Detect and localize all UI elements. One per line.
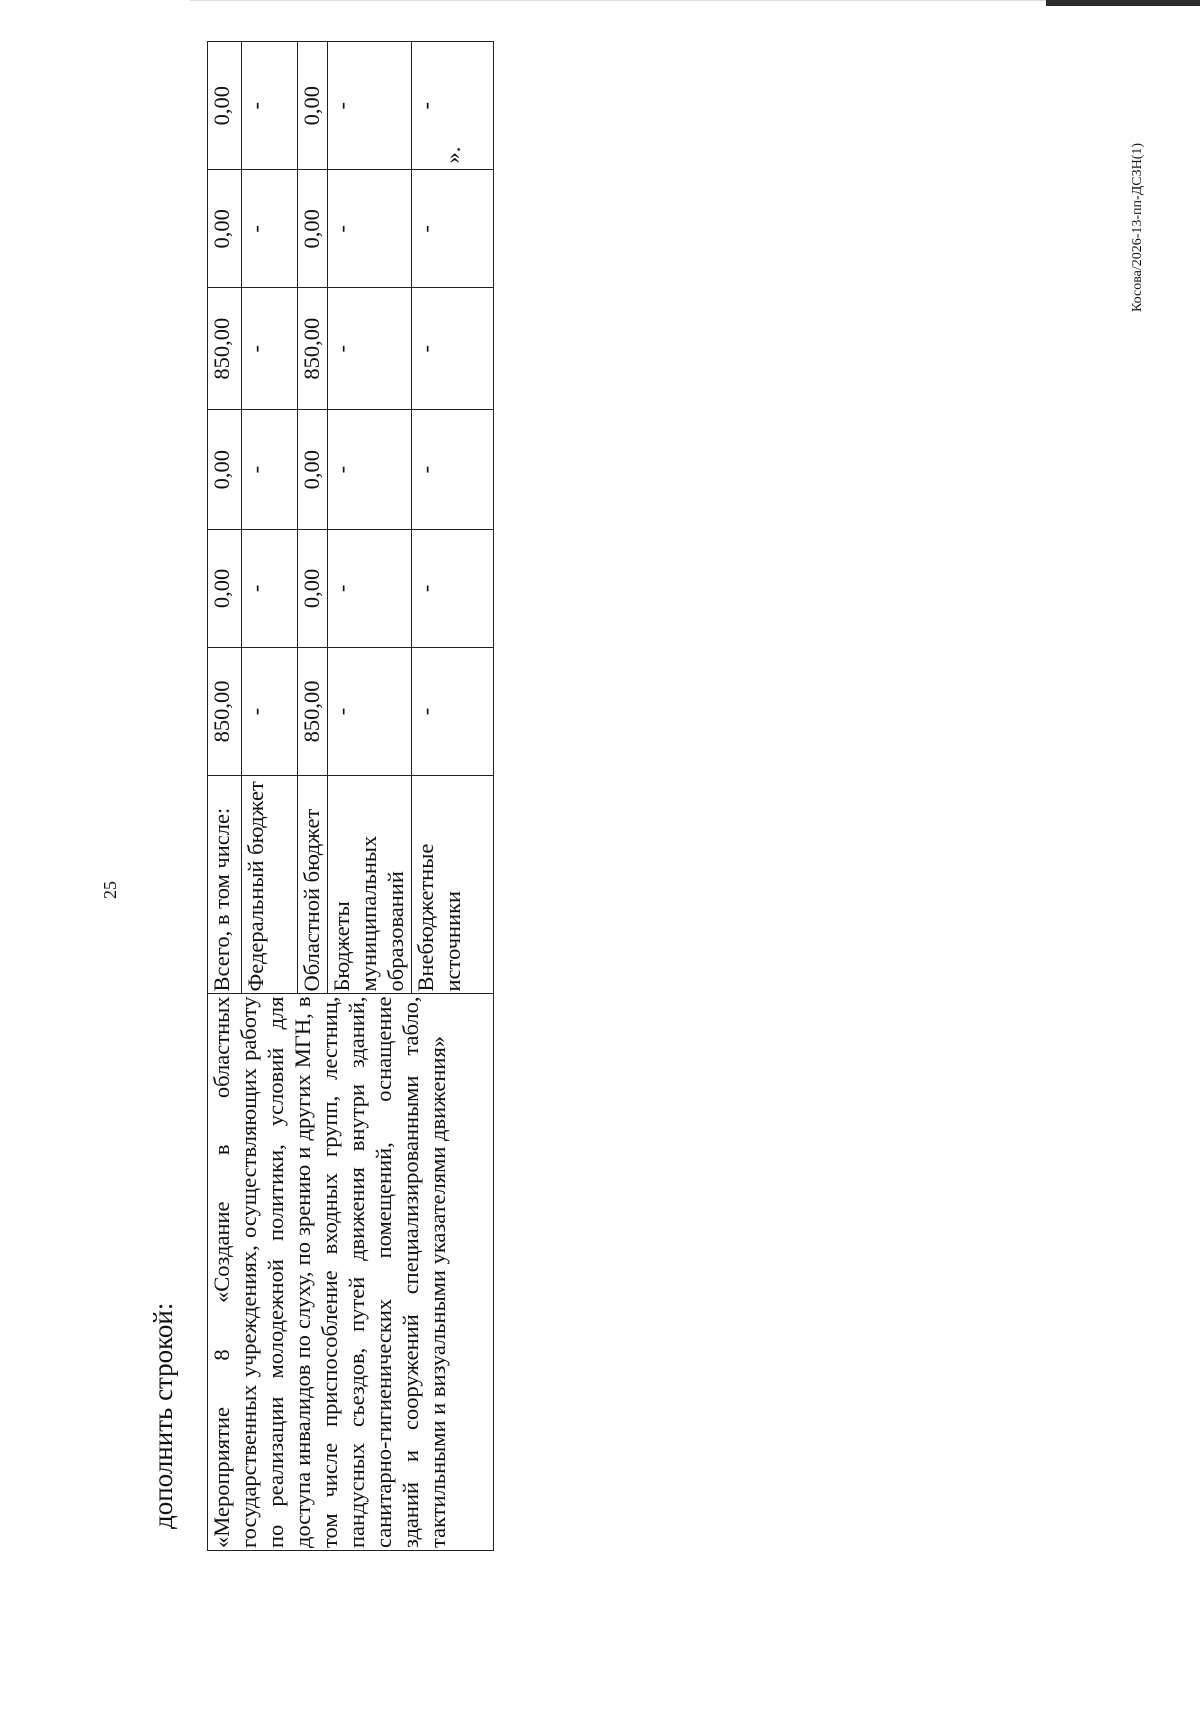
- source-cell: Федеральный бюджет: [242, 776, 298, 994]
- source-cell: Бюджеты муниципальных образований: [328, 776, 412, 994]
- value-cell: -: [242, 410, 298, 530]
- value-cell: 0,00: [298, 42, 328, 170]
- value-cell: -: [242, 42, 298, 170]
- value-cell: -: [328, 647, 412, 775]
- value-cell: -: [328, 410, 412, 530]
- source-cell: Областной бюджет: [298, 776, 328, 994]
- value-cell: [412, 42, 494, 170]
- value-text: -: [413, 101, 438, 110]
- value-cell: -: [412, 410, 494, 530]
- value-cell: -: [328, 170, 412, 288]
- activity-cell: «Мероприятие 8 «Создание в областных государственных учреждениях, осуществляющих работу по реализации молодежной политики, условий для доступа инвалидов по слуху, по зрению и других МГН, в том числе приспособление входных групп, лестниц, пандусных съездов, путей движения внутри зданий, санитарно-гигиенических помещений, оснащение зданий и сооружений специализированными табло, тактильными и визуальными указателями движения»: [208, 994, 494, 1551]
- value-cell: 0,00: [298, 530, 328, 648]
- value-cell: -: [328, 288, 412, 410]
- value-cell: 850,00: [208, 288, 242, 410]
- closing-mark: ».: [440, 146, 465, 164]
- value-cell: 0,00: [208, 410, 242, 530]
- value-cell: 0,00: [298, 410, 328, 530]
- value-cell: 0,00: [208, 42, 242, 170]
- value-cell: -: [242, 170, 298, 288]
- value-cell: -: [328, 42, 412, 170]
- value-cell: -: [412, 288, 494, 410]
- value-cell: 850,00: [298, 647, 328, 775]
- value-cell: -: [412, 170, 494, 288]
- value-cell: -: [242, 288, 298, 410]
- source-cell: Всего, в том числе:: [208, 776, 242, 994]
- lead-text: дополнить строкой:: [148, 1302, 178, 1529]
- value-cell: 850,00: [208, 647, 242, 775]
- value-cell: 0,00: [208, 530, 242, 648]
- value-cell: -: [328, 530, 412, 648]
- value-cell: 0,00: [208, 170, 242, 288]
- source-cell: Внебюджетные источники: [412, 776, 494, 994]
- value-cell: -: [242, 647, 298, 775]
- document-code: Косова/2026-13-пп-ДСЗН(1): [1130, 142, 1145, 312]
- budget-table: [207, 41, 494, 1551]
- value-cell: 850,00: [298, 288, 328, 410]
- value-cell: -: [242, 530, 298, 648]
- value-cell: 0,00: [298, 170, 328, 288]
- value-cell: -: [412, 530, 494, 648]
- table-row: [208, 42, 242, 1551]
- value-cell: -: [412, 647, 494, 775]
- page-number: 25: [100, 881, 120, 899]
